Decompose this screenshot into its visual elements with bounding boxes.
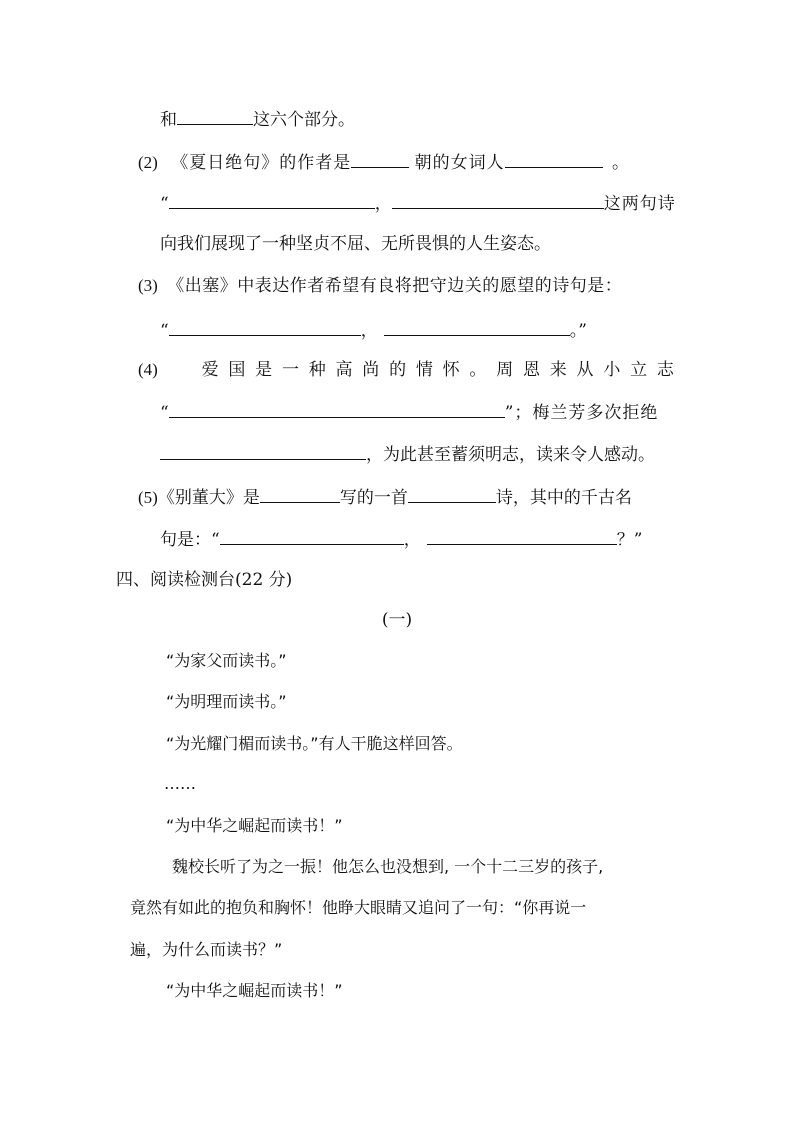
question-number: (3) [138, 276, 158, 295]
closing-quote: 。” [569, 321, 587, 341]
open-quote: “ [160, 321, 169, 341]
passage-line: “为家父而读书。” [166, 651, 287, 670]
passage-line: 遍，为什么而读书？” [130, 940, 283, 959]
answer-blank[interactable] [427, 526, 617, 545]
open-quote: “ [160, 194, 169, 214]
q2-line-2 [160, 190, 676, 214]
q2-text-2: 朝的女词人 [414, 153, 505, 173]
q1-pre-text: 和 [160, 110, 177, 130]
q4-char: 的 [389, 360, 407, 380]
q5-line-2 [160, 526, 642, 550]
question-number: (5) [138, 488, 158, 507]
q4-char: 。 [469, 360, 487, 380]
comma: ， [360, 321, 378, 341]
q2-text-5: 向我们展现了一种坚贞不屈、无所畏惧的人生姿态。 [160, 234, 551, 254]
q4-char: 小 [603, 360, 621, 380]
passage-ellipsis: …… [164, 774, 196, 793]
q5-text-1: 《别董大》是 [157, 488, 260, 508]
answer-blank[interactable] [408, 484, 496, 503]
q3-line-1 [138, 274, 622, 298]
q4-char: 志 [656, 360, 674, 380]
answer-blank[interactable] [260, 484, 340, 503]
q4-char: 爱 [201, 360, 219, 380]
q4-char: 来 [549, 360, 567, 380]
q4-char: 怀 [442, 360, 460, 380]
passage-line: “为明理而读书。” [166, 692, 287, 711]
q4-char: 国 [228, 360, 246, 380]
q2-text-1: 《夏日绝句》的作者是 [171, 153, 352, 173]
answer-blank[interactable] [169, 317, 361, 336]
q4-char: 情 [415, 360, 433, 380]
section-title: 四、阅读检测台(22 分) [116, 570, 293, 590]
q2-text-3: 。 [612, 153, 630, 173]
answer-blank[interactable] [351, 149, 409, 168]
q1-tail-line [160, 106, 355, 130]
reading-part-title: (一) [381, 610, 413, 630]
q4-line-3 [160, 441, 655, 465]
answer-blank[interactable] [160, 441, 366, 460]
q4-char: 高 [335, 360, 353, 380]
q2-line-3 [160, 232, 551, 256]
open-quote: “ [160, 403, 169, 423]
q4-char: 恩 [522, 360, 540, 380]
q5-text-2: 写的一首 [339, 488, 408, 508]
answer-blank[interactable] [392, 190, 604, 209]
question-number: (4) [138, 360, 158, 379]
answer-blank[interactable] [177, 106, 253, 125]
q3-line-2 [160, 317, 587, 341]
passage-line: “为中华之崛起而读书！” [166, 816, 343, 835]
passage-line: 魏校长听了为之一振！他怎么也没想到, 一个十二三岁的孩子, [172, 857, 604, 876]
closing-quote: ？” [616, 530, 643, 550]
q4-text-mid: ”；梅兰芳多次拒绝 [504, 403, 659, 423]
answer-blank[interactable] [505, 149, 603, 168]
q5-text-3: 诗，其中的千古名 [495, 488, 632, 508]
q4-char: 立 [630, 360, 648, 380]
q3-text: 《出塞》中表达作者希望有良将把守边关的愿望的诗句是： [167, 276, 623, 296]
q4-char: 尚 [362, 360, 380, 380]
q4-char: 一 [281, 360, 299, 380]
answer-blank[interactable] [384, 317, 570, 336]
question-number: (2) [138, 153, 158, 172]
q2-line-1 [138, 149, 629, 173]
q5-text-4: 句是：“ [160, 530, 220, 550]
q4-line-2 [160, 399, 658, 423]
q5-line-1 [138, 484, 632, 508]
answer-blank[interactable] [169, 190, 375, 209]
comma: ， [403, 530, 421, 550]
comma: ， [374, 194, 392, 214]
answer-blank[interactable] [169, 399, 505, 418]
answer-blank[interactable] [220, 526, 404, 545]
q4-text-end: ，为此甚至蓄须明志，读来令人感动。 [366, 445, 655, 465]
passage-line: “为中华之崛起而读书！” [166, 981, 343, 1000]
q4-char: 从 [576, 360, 594, 380]
q4-char: 种 [308, 360, 326, 380]
q1-post-text: 这六个部分。 [253, 110, 355, 130]
passage-line: “为光耀门楣而读书。”有人干脆这样回答。 [166, 734, 463, 753]
q2-text-4: 这两句诗 [603, 194, 676, 214]
q4-char: 周 [496, 360, 514, 380]
q4-char: 是 [255, 360, 273, 380]
passage-line: 竟然有如此的抱负和胸怀！他睁大眼睛又追问了一句：“你再说一 [130, 898, 587, 917]
q4-line-1 [138, 358, 674, 382]
